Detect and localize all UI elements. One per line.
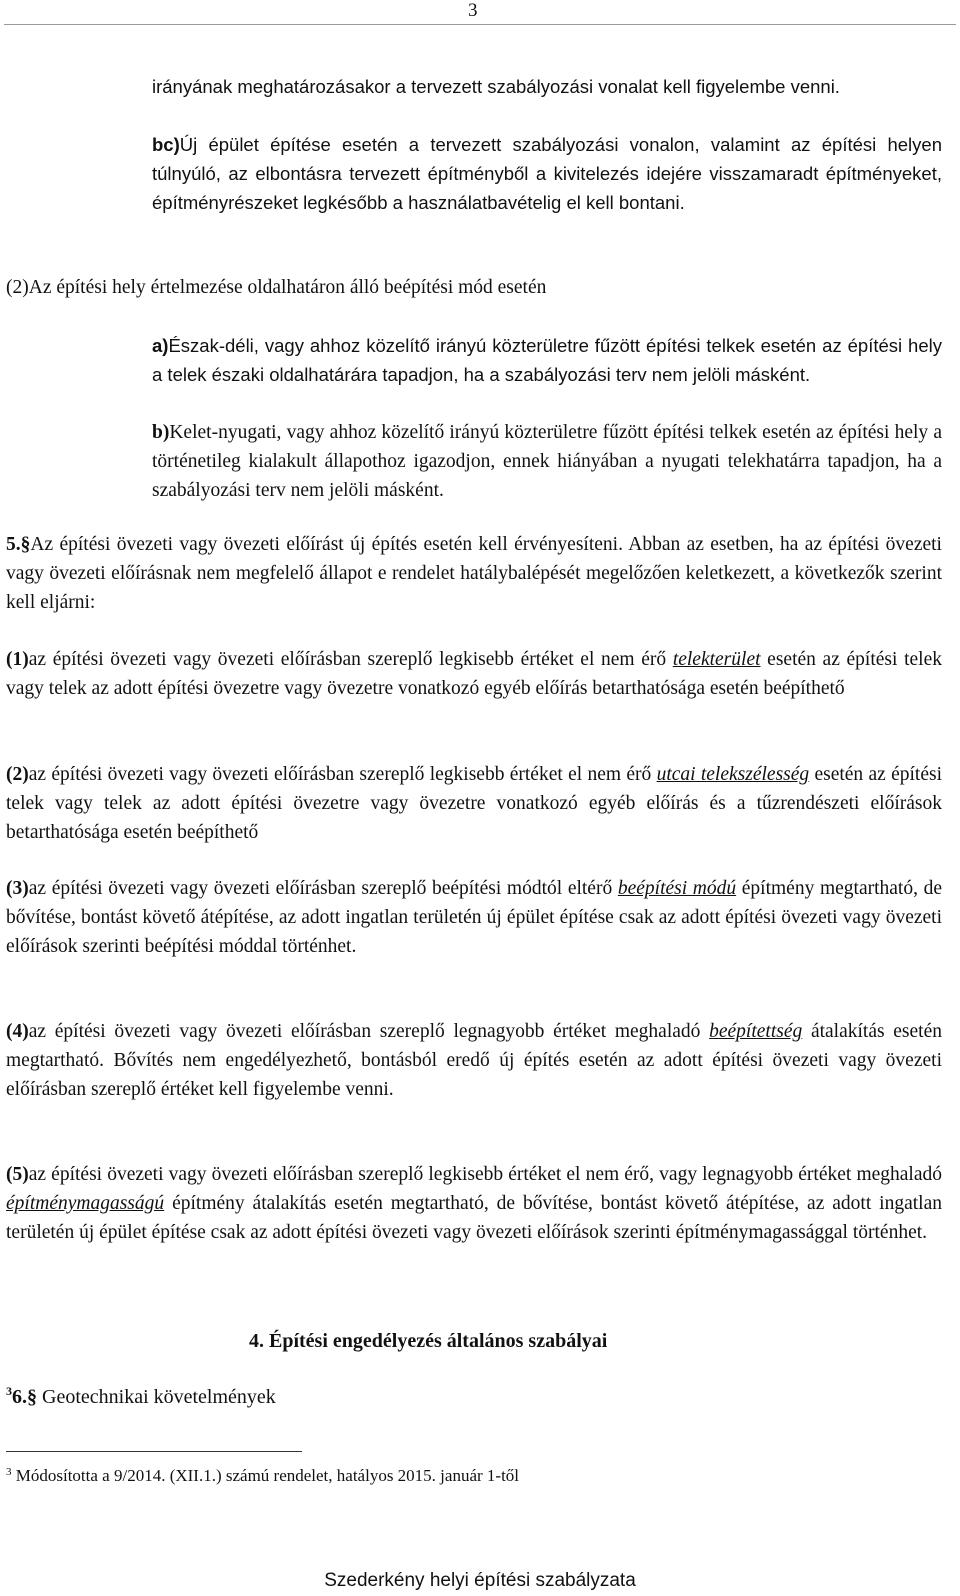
marker-5-2: (2) [6,764,29,785]
footnote-ref: 3 [6,1384,12,1398]
marker-2: (2) [6,277,29,298]
marker-5-1: (1) [6,649,29,670]
section-5-item-5 [6,1160,942,1247]
term-epitmenymagassagu: építménymagasságú [6,1193,165,1214]
section-6-title: Geotechnikai követelmények [37,1386,276,1408]
section-5-item-1 [6,645,942,703]
paragraph-2b-text: Kelet-nyugati, vagy ahhoz közelítő irányú közterületre fűzött építési telkek esetén az építési hely a történetileg kialakult állapothoz igazodjon, ennek hiányában a nyugati telekhatárra tapadjon, ha a szabályozási terv nem jelöli másként. [152,422,942,501]
paragraph-2a-text: Észak-déli, vagy ahhoz közelítő irányú közterületre fűzött építési telkek esetén az építési hely a telek északi oldalhatárára tapadjon, ha a szabályozási terv nem jelöli másként. [152,335,942,385]
item-1-text: az építési övezeti vagy övezeti előírásban szereplő legkisebb értéket el nem érő [28,649,673,670]
marker-bc: bc) [152,134,180,155]
section-5-item-2 [6,760,942,847]
bc-continuation: irányának meghatározásakor a tervezett szabályozási vonalat kell figyelembe venni. [152,76,840,97]
page-footer: Szederkény helyi építési szabályzata [324,1570,636,1591]
item-4-text-end: átalakítás esetén megtartható. Bővítés nem engedélyezhető, bontásból eredő új építés esetén az adott építési övezeti vagy övezeti előírásban szereplő értéket kell figyelembe venni. [6,1021,942,1100]
page-number: 3 [468,0,478,21]
item-3-text: az építési övezeti vagy övezeti előírásban szereplő beépítési módtól eltérő [28,878,618,899]
term-beepitesi-modu: beépítési módú [617,878,737,899]
item-1-text-end: esetén az építési telek vagy telek az adott építési övezetre vagy övezetre vonatkozó egyéb előírás betarthatósága esetén beépíthető [6,649,942,699]
paragraph-2 [6,273,942,302]
section-5-text: Az építési övezeti vagy övezeti előírást új építés esetén kell érvényesíteni. [30,534,623,555]
paragraph-2a [152,331,942,389]
marker-5: 5.§ [6,534,31,555]
footnote [6,1466,519,1486]
marker-5-5: (5) [6,1164,29,1185]
paragraph-2-text: Az építési hely értelmezése oldalhatáron álló beépítési mód esetén [28,277,547,298]
paragraph-2b [152,418,942,505]
item-3-text-end: építmény megtartható, de bővítése, bontást követő átépítése, az adott ingatlan területén új épület építése csak az adott építési övezeti vagy övezeti előírások szerinti beépítési móddal történhet. [6,878,942,957]
item-2-text-end: esetén az építési telek vagy telek az adott építési övezetre vagy övezetre vonatkozó egyéb előírás és a tűzrendészeti előírások betarthatósága esetén beépíthető [6,764,943,843]
item-5-text-end: építmény átalakítás esetén megtartható, de bővítése, bontást követő átépítése, az adott ingatlan területén új épület építése csak az adott építési övezeti vagy övezeti előírások szerinti építménymagassággal történhet. [6,1193,942,1243]
footnote-text: Módosította a 9/2014. (XII.1.) számú rendelet, hatályos 2015. január 1-től [11,1466,520,1485]
term-utcai-telekszelesseg: utcai telekszélesség [656,764,810,785]
marker-6: 6.§ [12,1386,37,1408]
marker-5-3: (3) [6,878,29,899]
item-4-text: az építési övezeti vagy övezeti előírásban szereplő legnagyobb értéket meghaladó [28,1021,710,1042]
marker-2a: a) [152,335,169,356]
section-5 [6,530,942,617]
marker-2b: b) [152,422,170,443]
paragraph-bc [152,130,942,217]
chapter-heading: 4. Építési engedélyezés általános szabályai [249,1330,608,1352]
section-5-text-2: Abban az esetben, ha az építési övezeti vagy övezeti előírásnak nem megfelelő állapot e rendelet hatálybalépését megelőzően keletkezett, a következők szerint kell eljárni: [6,534,942,613]
section-5-item-4 [6,1017,942,1104]
header-rule [4,24,956,25]
term-beepitettseg: beépítettség [709,1021,803,1042]
paragraph-bc-text: Új épület építése esetén a tervezett szabályozási vonalon, valamint az építési helyen túlnyúló, az elbontásra tervezett építményből a kivitelezés idejére visszamaradt építményeket, építményrészeket legkésőbb a használatbavételig el kell bontani. [152,134,942,213]
item-5-text: az építési övezeti vagy övezeti előírásban szereplő legkisebb értéket el nem érő, vagy legnagyobb értéket meghaladó [28,1164,942,1185]
footnote-number: 3 [6,1466,12,1478]
footnote-separator [6,1451,302,1452]
section-6-heading [6,1386,276,1409]
term-telekterulet: telekterület [672,649,761,670]
item-2-text: az építési övezeti vagy övezeti előírásban szereplő legkisebb értéket el nem érő [28,764,657,785]
section-5-item-3 [6,874,942,961]
marker-5-4: (4) [6,1021,29,1042]
